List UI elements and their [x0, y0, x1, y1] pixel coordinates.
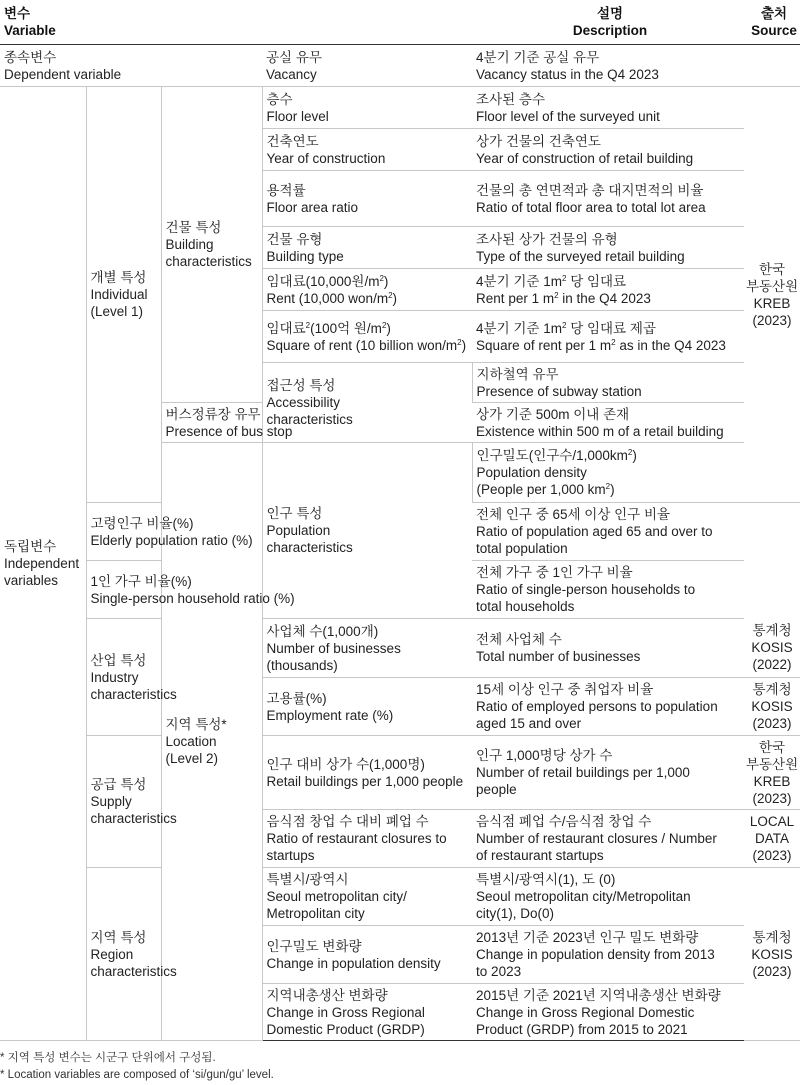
- variable-name: 건물 유형 Building type: [262, 227, 472, 269]
- variable-name: 음식점 창업 수 대비 폐업 수 Ratio of restaurant closures to startups: [262, 810, 472, 868]
- variable-name: 임대료$^2$(100억 원$/m^2$) Square of rent (10 billion won/$m^2$): [262, 311, 472, 363]
- source-kosis-2023: 통계청 KOSIS (2023): [744, 868, 800, 1041]
- variable-description: 인구 1,000명당 상가 수 Number of retail buildings per 1,000 people: [472, 736, 744, 810]
- footnote-en: * Location variables are composed of ‘si/gun/gu’ level.: [0, 1069, 274, 1081]
- variable-description: 조사된 층수 Floor level of the surveyed unit: [472, 87, 744, 129]
- variable-name: 건축연도 Year of construction: [262, 129, 472, 171]
- header-description: 설명 Description: [472, 0, 744, 45]
- variable-description: 2013년 기준 2023년 인구 밀도 변화량 Change in population density from 2013 to 2023: [472, 926, 744, 984]
- group-population: 인구 특성 Population characteristics: [262, 443, 472, 619]
- variable-description: 전체 가구 중 1인 가구 비율 Ratio of single-person households to total households: [472, 561, 744, 619]
- source-kosis-2023: 통계청 KOSIS (2023): [744, 678, 800, 736]
- header-source: 출처 Source: [744, 0, 800, 45]
- variable-description: 음식점 폐업 수/음식점 창업 수 Number of restaurant closures / Number of restaurant startups: [472, 810, 744, 868]
- group-dependent: 종속변수 Dependent variable: [0, 45, 262, 87]
- variable-name: 고령인구 비율(%) Elderly population ratio (%): [86, 503, 161, 561]
- table-row-businesses: [0, 619, 800, 678]
- table-row-floor: [0, 87, 800, 129]
- variable-name: 고용률(%) Employment rate (%): [262, 678, 472, 736]
- variable-description: 전체 사업체 수 Total number of businesses: [472, 619, 744, 678]
- variable-name: 인구밀도(인구수$/1,000km^2$) Population density (People per 1,000 $km^2$): [472, 443, 744, 503]
- variable-name: 인구밀도 변화량 Change in population density: [262, 926, 472, 984]
- source-local-data: LOCAL DATA (2023): [744, 810, 800, 868]
- variable-name: 지역내총생산 변화량 Change in Gross Regional Domestic Product (GRDP): [262, 984, 472, 1041]
- variable-name: 지하철역 유무 Presence of subway station: [472, 363, 744, 403]
- table-row-retail-buildings: [0, 736, 800, 810]
- variable-name: 공실 유무 Vacancy: [262, 45, 472, 87]
- variable-name: 1인 가구 비율(%) Single-person household ratio (%): [86, 561, 161, 619]
- variable-name: 특별시/광역시 Seoul metropolitan city/ Metropolitan city: [262, 868, 472, 926]
- footnote-kr: * 지역 특성 변수는 시군구 단위에서 구성됨.: [0, 1052, 216, 1064]
- source-cell: [744, 45, 800, 87]
- source-kosis-2022: 통계청 KOSIS (2022): [744, 619, 800, 678]
- variable-name: 사업체 수(1,000개) Number of businesses (thousands): [262, 619, 472, 678]
- header-variable: 변수 Variable: [0, 0, 472, 45]
- variable-description: 4분기 기준 $1m^2$ 당 임대료 Rent per 1 $m^2$ in the Q4 2023: [472, 269, 744, 311]
- source-kreb-2023: 한국 부동산원 KREB (2023): [744, 87, 800, 503]
- variable-name: 인구 대비 상가 수(1,000명) Retail buildings per 1,000 people: [262, 736, 472, 810]
- footnotes: [0, 1050, 800, 1084]
- variable-description: 15세 이상 인구 중 취업자 비율 Ratio of employed persons to population aged 15 and over: [472, 678, 744, 736]
- table-row-metropolitan: [0, 868, 800, 926]
- variable-name: 임대료(10,000원$/m^2$) Rent (10,000 won/$m^2$): [262, 269, 472, 311]
- group-supply: 공급 특성 Supply characteristics: [86, 736, 161, 868]
- variable-name: 층수 Floor level: [262, 87, 472, 129]
- table-row-vacancy: [0, 45, 800, 87]
- variable-description: 특별시/광역시(1), 도 (0) Seoul metropolitan city/Metropolitan city(1), Do(0): [472, 868, 744, 926]
- group-region: 지역 특성 Region characteristics: [86, 868, 161, 1041]
- variable-description: 2015년 기준 2021년 지역내총생산 변화량 Change in Gross Regional Domestic Product (GRDP) from 2015 to 2021: [472, 984, 744, 1041]
- group-individual: 개별 특성 Individual (Level 1): [86, 87, 161, 503]
- variable-description: 조사된 상가 건물의 유형 Type of the surveyed retail building: [472, 227, 744, 269]
- header-row: [0, 0, 800, 45]
- variable-description: 상가 기준 500m 이내 존재 Existence within 500 m of a retail building: [472, 403, 744, 443]
- group-location: 지역 특성* Location (Level 2): [161, 443, 262, 1041]
- group-independent: 독립변수 Independent variables: [0, 87, 86, 1041]
- variable-description: 4분기 기준 공실 유무 Vacancy status in the Q4 2023: [472, 45, 744, 87]
- group-building: 건물 특성 Building characteristics: [161, 87, 262, 403]
- group-accessibility: 접근성 특성 Accessibility characteristics: [262, 363, 472, 443]
- variable-description: 건물의 총 연면적과 총 대지면적의 비율 Ratio of total floor area to total lot area: [472, 171, 744, 227]
- variable-description: 전체 인구 중 65세 이상 인구 비율 Ratio of population aged 65 and over to total population: [472, 503, 744, 561]
- variable-description: 4분기 기준 $1m^2$ 당 임대료 제곱 Square of rent per 1 $m^2$ as in the Q4 2023: [472, 311, 744, 363]
- source-kreb-2023: 한국 부동산원 KREB (2023): [744, 736, 800, 810]
- variable-name: 버스정류장 유무 Presence of bus stop: [161, 403, 262, 443]
- variable-name: 용적률 Floor area ratio: [262, 171, 472, 227]
- variable-description: 상가 건물의 건축연도 Year of construction of retail building: [472, 129, 744, 171]
- group-industry: 산업 특성 Industry characteristics: [86, 619, 161, 736]
